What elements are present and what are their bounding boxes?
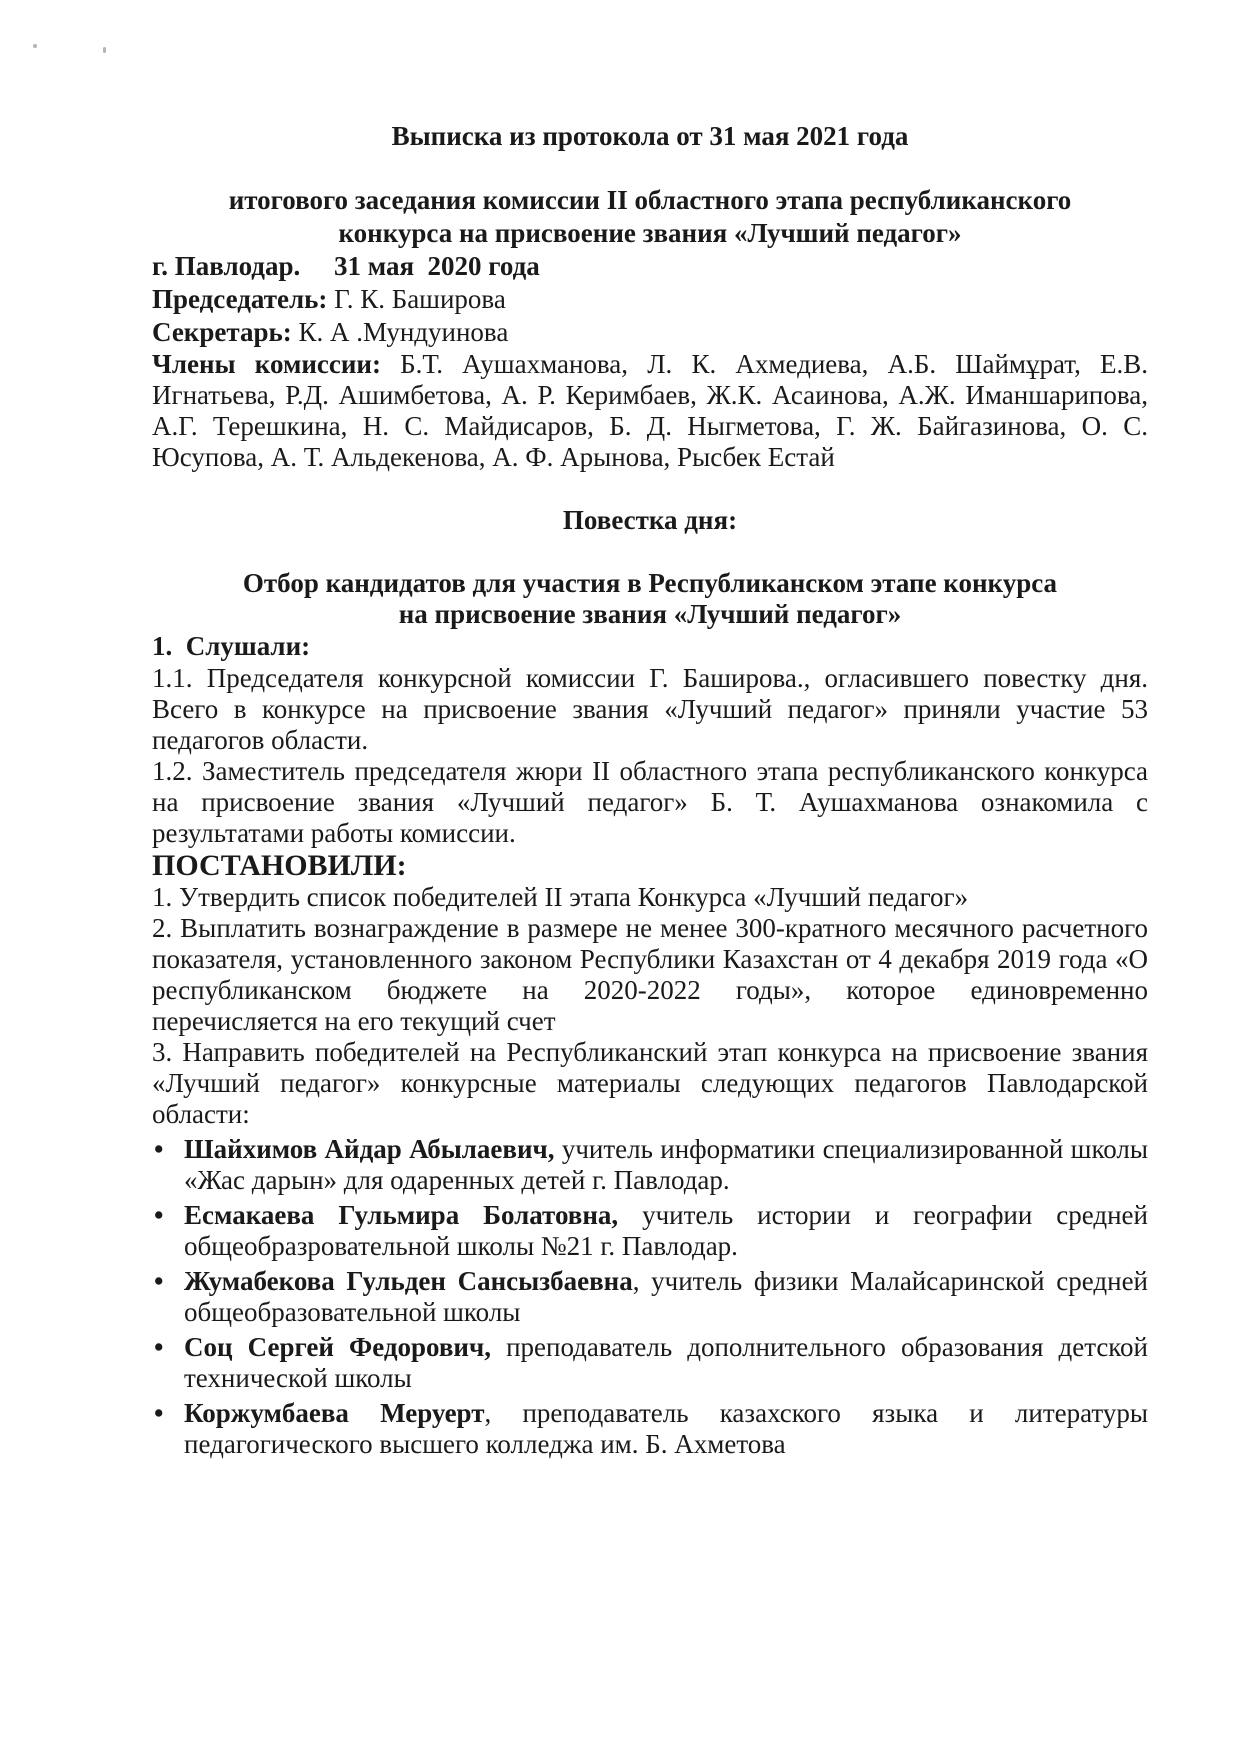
- candidate-name: Коржумбаева Меруерт: [184, 1398, 485, 1428]
- list-item: [152, 1332, 1148, 1394]
- list-item: [152, 1134, 1148, 1196]
- members-paragraph: [152, 349, 1148, 473]
- chair-line: [152, 283, 1148, 316]
- resolved-heading: ПОСТАНОВИЛИ:: [152, 849, 407, 882]
- candidate-description: учитель информатики специализированной школы «Жас дарын» для одаренных детей г. Павлодар.: [184, 1134, 1148, 1195]
- agenda-topic-line-1: Отбор кандидатов для участия в Республиканском этапе конкурса: [242, 568, 1058, 598]
- members-label: Члены комиссии:: [152, 349, 381, 379]
- candidate-name: Шайхимов Айдар Абылаевич,: [184, 1134, 555, 1164]
- secretary-line: [152, 316, 1148, 349]
- candidate-description: , преподаватель казахского языка и литературы педагогического высшего колледжа им. Б. Ахметова: [184, 1398, 1148, 1459]
- resolution-2: 2. Выплатить вознаграждение в размере не менее 300-кратного месячного расчетного показателя, установленного законом Республики Казахстан от 4 декабря 2019 года «О республиканском бюджете на 2020-2022 годы», которое единовременно перечисляется на его текущий счет: [152, 913, 1148, 1036]
- chair-label: Председатель:: [152, 284, 328, 314]
- bullet-icon: •: [154, 1266, 164, 1296]
- place-date: г. Павлодар. 31 мая 2020 года: [152, 251, 540, 281]
- secretary-label: Секретарь:: [152, 317, 292, 347]
- members-value: Б.Т. Аушахманова, Л. К. Ахмедиева, А.Б. Шаймұрат, Е.В. Игнатьева, Р.Д. Ашимбетова, А. Р. Керимбаев, Ж.К. Асаинова, А.Ж. Иманшарипова, А.Г. Терешкина, Н. С. Майдисаров, Б. Д. Ныгметова, Г. Ж. Байгазинова, О. С. Юсупова, А. Т. Альдекенова, А. Ф. Арынова, Рысбек Естай: [152, 349, 1149, 472]
- secretary-value: К. А .Мундуинова: [291, 317, 509, 347]
- bullet-icon: •: [154, 1134, 164, 1164]
- candidate-description: учитель истории и географии средней общеобразровательной школы №21 г. Павлодар.: [184, 1200, 1148, 1261]
- document-title: Выписка из протокола от 31 мая 2021 года: [391, 121, 909, 151]
- candidate-description: , учитель физики Малайсаринской средней общеобразовательной школы: [184, 1266, 1149, 1327]
- heard-heading: 1. Слушали:: [152, 631, 311, 661]
- candidate-name: Жумабекова Гульден Сансызбаевна: [184, 1266, 633, 1296]
- agenda-topic-line-2: на присвоение звания «Лучший педагог»: [398, 599, 902, 629]
- candidate-list: [152, 1134, 1148, 1460]
- heard-item-1-1: 1.1. Председателя конкурсной комиссии Г. Баширова., огласившего повестку дня. Всего в конкурсе на присвоение звания «Лучший педагог» приняли участие 53 педагогов области.: [152, 663, 1148, 755]
- scan-speck: [103, 47, 106, 53]
- candidate-description: преподаватель дополнительного образования детской технической школы: [184, 1332, 1149, 1393]
- document-subtitle-line-1: итогового заседания комиссии II областного этапа республиканского: [228, 185, 1072, 215]
- candidate-name: Есмакаева Гульмира Болатовна,: [184, 1200, 619, 1230]
- list-item: [152, 1266, 1148, 1328]
- list-item: [152, 1398, 1148, 1460]
- resolution-3: 3. Направить победителей на Республиканский этап конкурса на присвоение звания «Лучший педагог» конкурсные материалы следующих педагогов Павлодарской области:: [152, 1037, 1148, 1129]
- scan-speck: [33, 44, 37, 48]
- chair-value: Г. К. Баширова: [327, 284, 506, 314]
- bullet-icon: •: [154, 1332, 164, 1362]
- bullet-icon: •: [154, 1200, 164, 1230]
- document-subtitle-line-2: конкурса на присвоение звания «Лучший педагог»: [338, 218, 962, 248]
- heard-item-1-2: 1.2. Заместитель председателя жюри II областного этапа республиканского конкурса на присвоение звания «Лучший педагог» Б. Т. Аушахманова ознакомила с результатами работы комиссии.: [152, 756, 1148, 848]
- document-body: [152, 120, 1148, 1464]
- list-item: [152, 1200, 1148, 1262]
- candidate-name: Соц Сергей Федорович,: [184, 1332, 491, 1362]
- resolution-1: 1. Утвердить список победителей II этапа Конкурса «Лучший педагог»: [152, 882, 969, 912]
- agenda-heading: Повестка дня:: [562, 505, 738, 535]
- bullet-icon: •: [154, 1398, 164, 1428]
